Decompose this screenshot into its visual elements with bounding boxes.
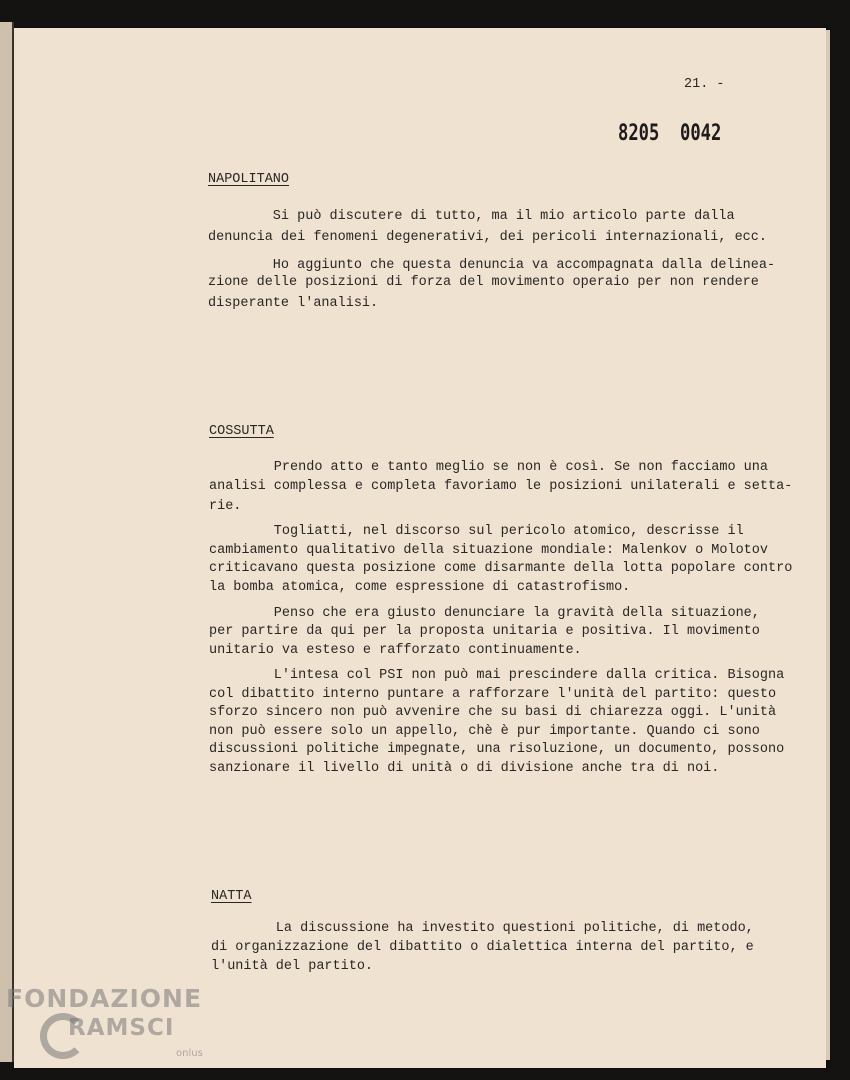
paragraph-line: rie. — [209, 499, 242, 514]
paragraph-line: unitario va esteso e rafforzato continuamente. — [209, 643, 582, 658]
paragraph-line: analisi complessa e completa favoriamo le posizioni unilaterali e setta- — [209, 479, 793, 494]
watermark-line-2: RAMSCI — [68, 1015, 175, 1041]
paragraph-line: di organizzazione del dibattito o dialettica interna del partito, e — [211, 940, 754, 955]
paragraph-line: Prendo atto e tanto meglio se non è così. Se non facciamo una — [209, 460, 768, 475]
paragraph-line: denuncia dei fenomeni degenerativi, dei pericoli internazionali, ecc. — [208, 230, 767, 245]
paragraph-line: L'intesa col PSI non può mai prescindere dalla critica. Bisogna — [209, 668, 785, 683]
paragraph-line: l'unità del partito. — [211, 959, 374, 974]
paragraph-line: La discussione ha investito questioni politiche, di metodo, — [211, 921, 754, 936]
paragraph-line: per partire da qui per la proposta unitaria e positiva. Il movimento — [209, 624, 760, 639]
paragraph-line: col dibattito interno puntare a rafforzare l'unità del partito: questo — [209, 687, 777, 702]
paragraph-line: la bomba atomica, come espressione di catastrofismo. — [209, 580, 631, 595]
paragraph-line: Ho aggiunto che questa denuncia va accompagnata dalla delinea- — [208, 258, 776, 273]
paragraph-line: disperante l'analisi. — [208, 296, 379, 311]
paragraph-line: criticavano questa posizione come disarmante della lotta popolare contro — [209, 561, 793, 576]
facing-page-edge — [0, 22, 12, 1062]
speaker-cossutta: COSSUTTA — [209, 424, 274, 439]
speaker-napolitano: NAPOLITANO — [208, 172, 290, 187]
paragraph-line: Si può discutere di tutto, ma il mio articolo parte dalla — [208, 209, 735, 224]
paragraph-line: Penso che era giusto denunciare la gravità della situazione, — [209, 606, 760, 621]
paragraph-line: zione delle posizioni di forza del movimento operaio per non rendere — [208, 275, 759, 290]
watermark-line-1: FONDAZIONE — [6, 984, 203, 1013]
paragraph-line: cambiamento qualitativo della situazione mondiale: Malenkov o Molotov — [209, 543, 768, 558]
paragraph-line: sforzo sincero non può avvenire che su basi di chiarezza oggi. L'unità — [209, 705, 777, 720]
page-stack-edge — [826, 30, 830, 1060]
page-number: 21. - — [684, 77, 725, 92]
watermark-line-3: onlus — [176, 1048, 203, 1059]
paragraph-line: non può essere solo un appello, chè è pur importante. Quando ci sono — [209, 724, 760, 739]
fondazione-gramsci-watermark — [6, 984, 203, 1059]
speaker-natta: NATTA — [211, 889, 252, 904]
paragraph-line: discussioni politiche impegnate, una risoluzione, un documento, possono — [209, 742, 785, 757]
document-code: 8205 0042 — [618, 121, 722, 146]
paragraph-line: Togliatti, nel discorso sul pericolo atomico, descrisse il — [209, 524, 744, 539]
paragraph-line: sanzionare il livello di unità o di divisione anche tra di noi. — [209, 761, 720, 776]
